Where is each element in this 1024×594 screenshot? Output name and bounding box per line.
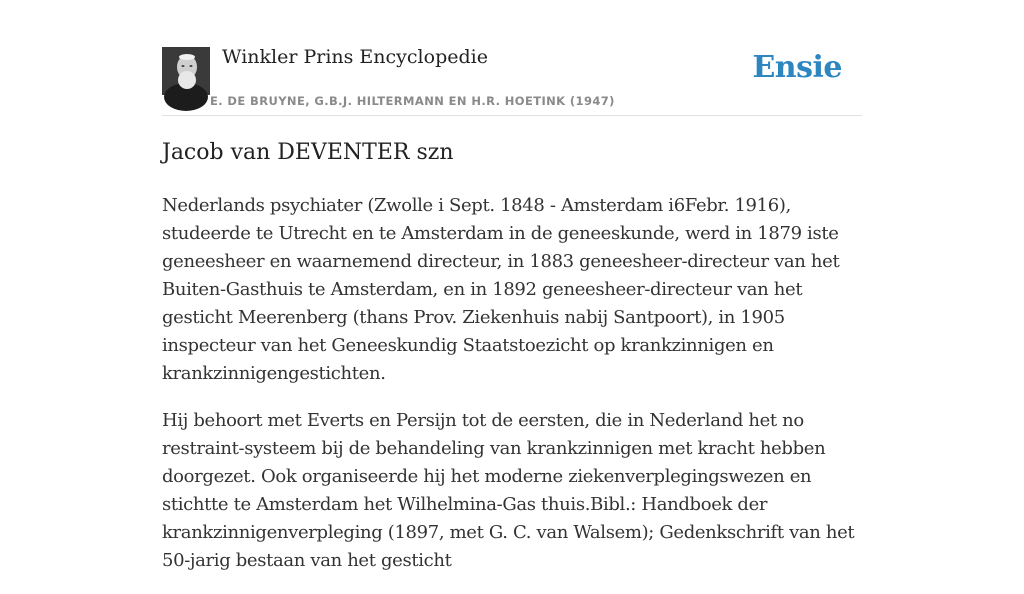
source-title[interactable]: Winkler Prins Encyclopedie <box>222 46 488 68</box>
ensie-logo[interactable]: Ensie <box>752 50 842 85</box>
source-authors: E. DE BRUYNE, G.B.J. HILTERMANN EN H.R. HOETINK (1947) <box>210 94 615 108</box>
article-body <box>162 192 862 594</box>
portrait-icon <box>162 47 210 95</box>
article-paragraph: Hij behoort met Everts en Persijn tot de eersten, die in Nederland het no restraint-systeem bij de behandeling van krankzinnigen met kracht hebben doorgezet. Ook organiseerde hij het moderne ziekenverplegingswezen en stichtte te Amsterdam het Wilhelmina-Gas thuis.Bibl.: Handboek der krankzinnigenverpleging (1897, met G. C. van Walsem); Gedenkschrift van het 50-jarig bestaan van het gesticht <box>162 410 855 571</box>
source-avatar[interactable] <box>162 47 210 95</box>
article-page <box>162 0 862 571</box>
article-paragraph: Nederlands psychiater (Zwolle i Sept. 1848 - Amsterdam i6Febr. 1916), studeerde te Utrecht en te Amsterdam in de geneeskunde, werd in 1879 iste geneesheer en waarnemend directeur, in 1883 geneesheer-directeur van het Buiten-Gasthuis te Amsterdam, en in 1892 geneesheer-directeur van het gesticht Meerenberg (thans Prov. Ziekenhuis nabij Santpoort), in 1905 inspecteur van het Geneeskundig Staatstoezicht op krankzinnigen en krankzinnigengestichten. <box>162 195 840 384</box>
source-header <box>162 0 862 116</box>
article-title: Jacob van DEVENTER szn <box>162 140 454 165</box>
